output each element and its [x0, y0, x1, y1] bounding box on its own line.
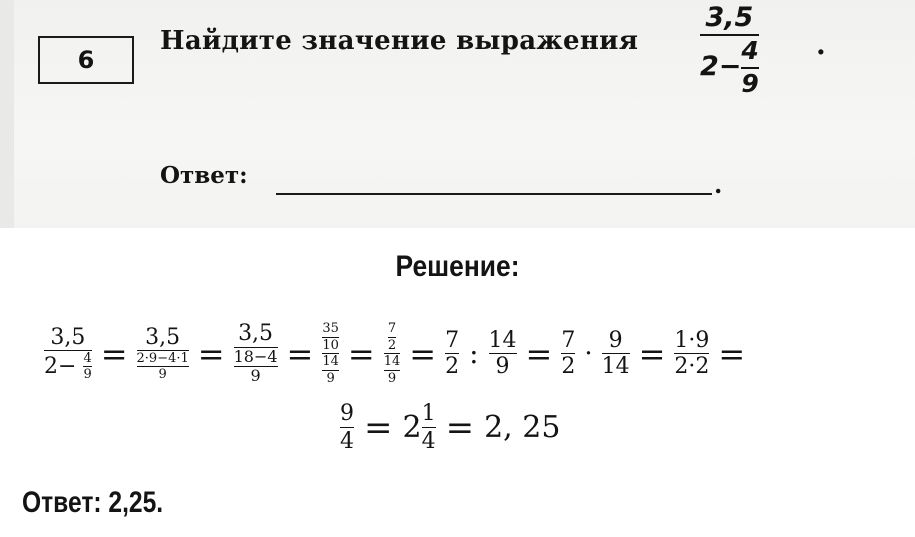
- step9-num: 9: [340, 401, 354, 426]
- step7-right-num: 9: [608, 328, 623, 354]
- step5-top-fraction: [388, 322, 396, 352]
- step6-left-fraction: [445, 329, 459, 378]
- mixed-den: 4: [421, 429, 436, 455]
- step4-complex-fraction: [322, 322, 339, 386]
- task-inner-fraction: [741, 38, 758, 97]
- step7-left-num: 7: [561, 328, 576, 354]
- equals-sign: =: [286, 334, 314, 373]
- equals-sign: =: [197, 334, 225, 373]
- step1-inner-num: 4: [83, 350, 92, 366]
- equals-sign: =: [445, 407, 475, 448]
- task-end-dot: .: [816, 28, 826, 61]
- step8-den: 2·2: [674, 354, 710, 380]
- step7-left-fraction: [561, 329, 575, 378]
- equals-sign: =: [718, 334, 746, 373]
- step1-inner-den: 9: [83, 367, 92, 383]
- answer-end-dot: .: [714, 170, 723, 199]
- step5-bottom-fraction: [384, 355, 401, 385]
- step5-bottom-den: 9: [387, 370, 397, 386]
- step3-numerator: 3,5: [238, 321, 274, 347]
- step6-left-num: 7: [445, 328, 460, 354]
- equals-sign: =: [525, 334, 553, 373]
- step2-numerator: 3,5: [145, 324, 181, 350]
- step4-top-num: 35: [322, 321, 339, 336]
- multiplication-sign: ·: [584, 338, 593, 369]
- step4-bottom-fraction: [322, 355, 339, 385]
- equals-sign: =: [347, 334, 375, 373]
- step3-fraction: [234, 322, 278, 385]
- step5-denominator: [384, 355, 401, 385]
- step9-den: 4: [340, 429, 354, 455]
- step1-inner-fraction: [83, 352, 91, 382]
- equals-sign: =: [409, 334, 437, 373]
- task-expression: [700, 4, 759, 97]
- step4-top-fraction: [322, 322, 339, 352]
- task-prompt: Найдите значение выражения: [160, 26, 639, 56]
- fraction-bar: [340, 427, 354, 428]
- solution-equation-line-1: [44, 322, 904, 386]
- task-den-whole: 2: [700, 51, 719, 83]
- step5-top-num: 7: [387, 321, 397, 336]
- step4-denominator: [322, 355, 339, 385]
- equals-sign: =: [638, 334, 666, 373]
- step3-inner-num: 18−4: [233, 346, 278, 366]
- task-numerator: 3,5: [705, 2, 754, 33]
- task-main-fraction: [700, 4, 759, 97]
- step7-right-fraction: [602, 329, 630, 378]
- fraction-bar: [422, 427, 436, 428]
- step1-numerator: 3,5: [50, 324, 86, 350]
- step2-inner-den: 9: [158, 367, 167, 383]
- step8-fraction: [674, 329, 709, 378]
- step4-bottom-num: 14: [322, 354, 339, 370]
- step2-fraction: [137, 326, 189, 382]
- solution-title: Решение:: [395, 250, 520, 283]
- step7-left-den: 2: [561, 354, 576, 380]
- step8-num: 1·9: [674, 328, 710, 354]
- step6-left-den: 2: [445, 354, 460, 380]
- step3-inner-den: 9: [250, 366, 261, 386]
- step2-inner-fraction: [137, 352, 189, 382]
- decimal-result: 2, 25: [484, 410, 561, 446]
- equals-sign: =: [100, 334, 128, 373]
- step1-den-whole: 2−: [44, 353, 77, 379]
- step2-inner-num: 2·9−4·1: [136, 350, 189, 366]
- step1-fraction: [44, 326, 92, 382]
- step5-top-den: 2: [387, 337, 397, 353]
- step5-bottom-num: 14: [383, 354, 401, 370]
- step3-inner-fraction: [233, 346, 278, 386]
- step9-fraction: [340, 402, 354, 453]
- task-inner-denominator: 9: [741, 68, 759, 98]
- scan-edge: [0, 0, 14, 228]
- mixed-num: 1: [421, 401, 436, 426]
- task-denominator: [700, 38, 759, 97]
- step1-denominator: [44, 352, 92, 382]
- equals-sign: =: [364, 407, 393, 448]
- task-inner-numerator: 4: [741, 36, 759, 66]
- mixed-fraction: [422, 402, 436, 453]
- task-den-minus: −: [718, 51, 742, 83]
- step2-denominator: [137, 352, 189, 382]
- step7-right-den: 14: [601, 354, 630, 380]
- solution-equation-line-2: [340, 402, 560, 453]
- step4-bottom-den: 9: [326, 370, 335, 386]
- final-answer: Ответ: 2,25.: [22, 486, 164, 519]
- answer-label: Ответ:: [160, 162, 248, 189]
- task-number-box: [38, 36, 134, 84]
- answer-line: [276, 193, 712, 195]
- step5-complex-fraction: [384, 322, 401, 386]
- step6-right-num: 14: [488, 328, 517, 354]
- division-sign: :: [469, 337, 479, 371]
- step4-numerator: [322, 322, 339, 352]
- mixed-whole: 2: [402, 410, 422, 446]
- step3-denominator: [233, 346, 278, 386]
- step4-top-den: 10: [322, 337, 339, 353]
- step6-right-fraction: [489, 329, 517, 378]
- task-number: 6: [77, 46, 95, 74]
- step5-numerator: [388, 322, 396, 352]
- step6-right-den: 9: [495, 354, 510, 380]
